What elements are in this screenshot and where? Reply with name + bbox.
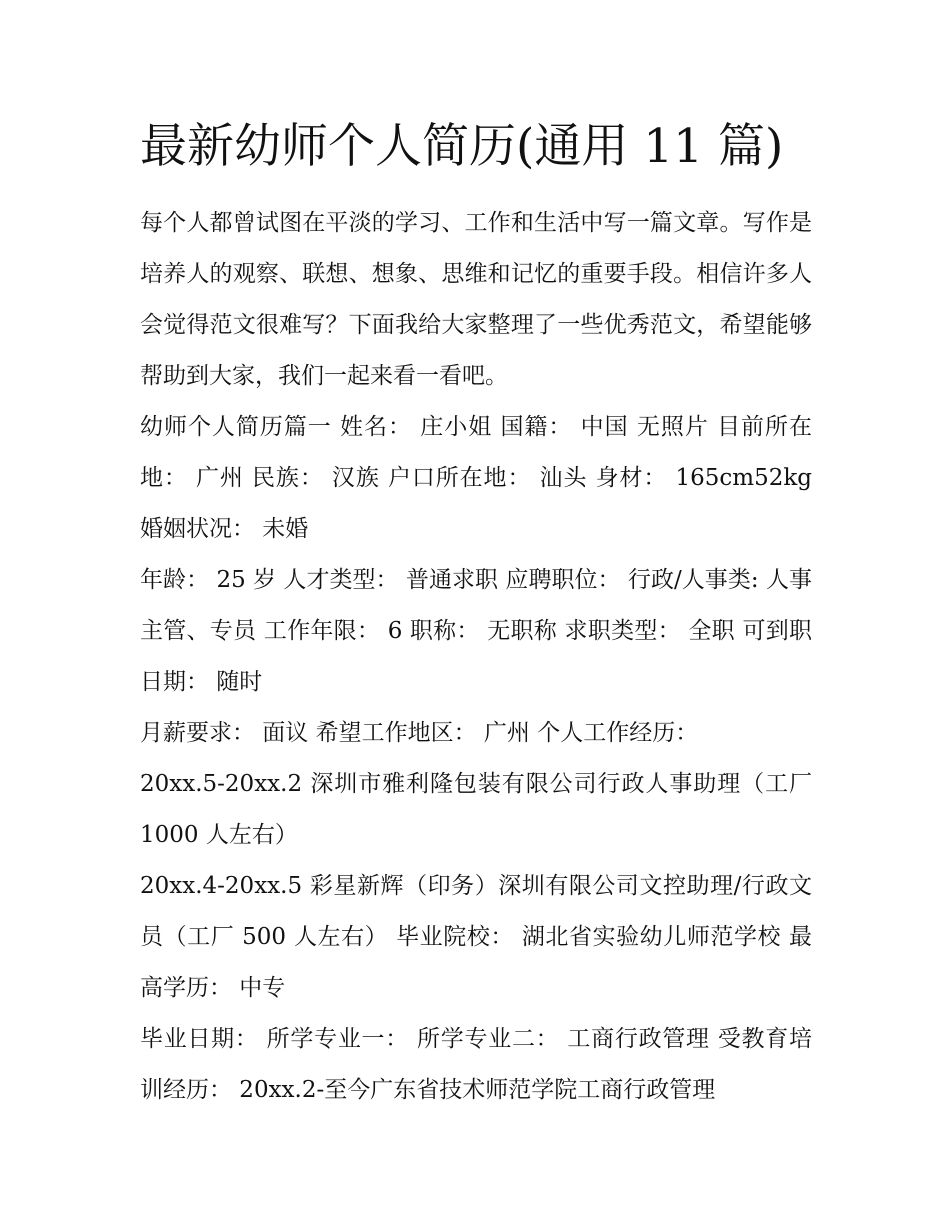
paragraph-basic-info: 幼师个人简历篇一 姓名： 庄小姐 国籍： 中国 无照片 目前所在地： 广州 民族： 汉族 户口所在地： 汕头 身材： 165cm52kg 婚姻状况： 未婚 [140,414,812,542]
paragraph-experience-2: 20xx.4-20xx.5 彩星新辉（印务）深圳有限公司文控助理/行政文员（工厂 500 人左右） 毕业院校： 湖北省实验幼儿师范学校 最高学历： 中专 [140,873,812,1001]
document-body [140,198,812,1116]
paragraph-job-info: 年龄： 25 岁 人才类型： 普通求职 应聘职位： 行政/人事类: 人事主管、专员 工作年限： 6 职称： 无职称 求职类型： 全职 可到职日期： 随时 [140,567,812,695]
paragraph-intro: 每个人都曾试图在平淡的学习、工作和生活中写一篇文章。写作是培养人的观察、联想、想象、思维和记忆的重要手段。相信许多人会觉得范文很难写？下面我给大家整理了一些优秀范文，希望能够帮助到大家，我们一起来看一看吧。 [140,210,812,389]
paragraph-experience-1: 20xx.5-20xx.2 深圳市雅利隆包装有限公司行政人事助理（工厂 1000 人左右） [140,771,812,848]
paragraph-education: 毕业日期： 所学专业一： 所学专业二： 工商行政管理 受教育培训经历： 20xx.2-至今广东省技术师范学院工商行政管理 [140,1026,812,1103]
paragraph-salary: 月薪要求： 面议 希望工作地区： 广州 个人工作经历： [140,720,699,746]
document-title: 最新幼师个人简历(通用 11 篇) [140,119,784,174]
